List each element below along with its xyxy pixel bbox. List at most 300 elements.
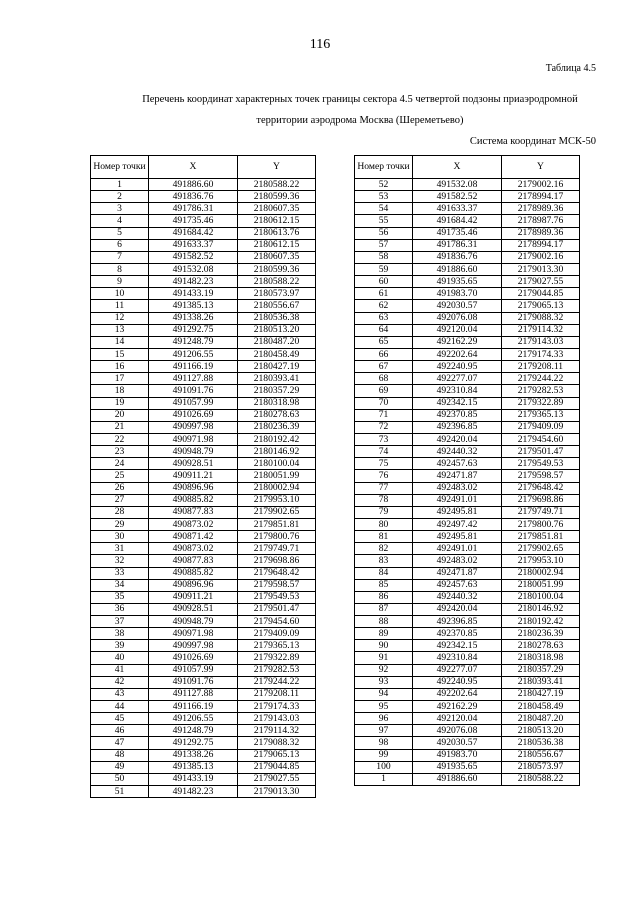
table-row: [91, 263, 316, 275]
table-row: [355, 421, 580, 433]
table-row: [91, 628, 316, 640]
cell-y: 2179953.10: [502, 555, 580, 567]
cell-x: 491532.08: [149, 263, 238, 275]
cell-x: 492396.85: [413, 616, 502, 628]
cell-x: 490885.82: [149, 494, 238, 506]
cell-y: 2179044.85: [238, 761, 316, 773]
table-row: [355, 203, 580, 215]
cell-point-number: 68: [355, 373, 413, 385]
table-row: [91, 555, 316, 567]
cell-point-number: 91: [355, 652, 413, 664]
cell-y: 2180427.19: [238, 361, 316, 373]
cell-x: 491026.69: [149, 409, 238, 421]
cell-x: 492162.29: [413, 701, 502, 713]
cell-point-number: 95: [355, 701, 413, 713]
cell-x: 492370.85: [413, 628, 502, 640]
cell-point-number: 7: [91, 251, 149, 263]
table-row: [91, 640, 316, 652]
cell-x: 491433.19: [149, 773, 238, 785]
table-row: [91, 421, 316, 433]
cell-x: 492495.81: [413, 506, 502, 518]
cell-x: 491206.55: [149, 713, 238, 725]
cell-y: 2180487.20: [502, 713, 580, 725]
cell-point-number: 80: [355, 518, 413, 530]
cell-y: 2179208.11: [238, 688, 316, 700]
cell-y: 2179002.16: [502, 179, 580, 191]
cell-y: 2180536.38: [502, 737, 580, 749]
cell-point-number: 51: [91, 786, 149, 798]
cell-x: 490885.82: [149, 567, 238, 579]
cell-x: 490896.96: [149, 482, 238, 494]
cell-x: 491786.31: [413, 239, 502, 251]
cell-point-number: 62: [355, 300, 413, 312]
cell-point-number: 17: [91, 373, 149, 385]
table-row: [355, 348, 580, 360]
table-row: [91, 579, 316, 591]
cell-x: 490896.96: [149, 579, 238, 591]
cell-y: 2180458.49: [502, 701, 580, 713]
table-row: [355, 616, 580, 628]
cell-y: 2180513.20: [238, 324, 316, 336]
cell-y: 2180487.20: [238, 336, 316, 348]
table-row: [355, 725, 580, 737]
cell-x: 492202.64: [413, 348, 502, 360]
cell-y: 2180236.39: [502, 628, 580, 640]
cell-y: 2180100.04: [238, 458, 316, 470]
table-row: [355, 579, 580, 591]
table-row: [91, 543, 316, 555]
cell-point-number: 100: [355, 761, 413, 773]
cell-x: 491482.23: [149, 276, 238, 288]
cell-point-number: 38: [91, 628, 149, 640]
cell-y: 2180393.41: [502, 676, 580, 688]
cell-x: 492240.95: [413, 361, 502, 373]
table-row: [355, 737, 580, 749]
cell-y: 2179902.65: [238, 506, 316, 518]
cell-y: 2179409.09: [238, 628, 316, 640]
cell-point-number: 44: [91, 701, 149, 713]
table-row: [355, 761, 580, 773]
table-row: [91, 749, 316, 761]
table-header-row: [355, 156, 580, 179]
cell-point-number: 98: [355, 737, 413, 749]
table-row: [355, 494, 580, 506]
cell-y: 2180236.39: [238, 421, 316, 433]
table-row: [91, 725, 316, 737]
cell-y: 2179501.47: [238, 603, 316, 615]
cell-x: 492342.15: [413, 640, 502, 652]
cell-point-number: 78: [355, 494, 413, 506]
cell-x: 492471.87: [413, 470, 502, 482]
cell-y: 2180146.92: [502, 603, 580, 615]
cell-x: 491836.76: [149, 191, 238, 203]
cell-x: 490911.21: [149, 470, 238, 482]
table-row: [355, 628, 580, 640]
cell-y: 2179013.30: [502, 263, 580, 275]
cell-y: 2180278.63: [238, 409, 316, 421]
cell-x: 492491.01: [413, 494, 502, 506]
cell-point-number: 6: [91, 239, 149, 251]
table-row: [91, 603, 316, 615]
cell-x: 491292.75: [149, 324, 238, 336]
cell-point-number: 29: [91, 518, 149, 530]
cell-point-number: 33: [91, 567, 149, 579]
cell-y: 2179244.22: [238, 676, 316, 688]
cell-y: 2180588.22: [238, 276, 316, 288]
cell-x: 490948.79: [149, 616, 238, 628]
cell-y: 2180556.67: [238, 300, 316, 312]
cell-y: 2180556.67: [502, 749, 580, 761]
cell-point-number: 87: [355, 603, 413, 615]
document-title-line2: территории аэродрома Москва (Шереметьево): [256, 115, 464, 126]
cell-point-number: 61: [355, 288, 413, 300]
cell-x: 492497.42: [413, 518, 502, 530]
cell-y: 2180599.36: [238, 263, 316, 275]
cell-point-number: 15: [91, 348, 149, 360]
cell-point-number: 4: [91, 215, 149, 227]
cell-point-number: 31: [91, 543, 149, 555]
cell-y: 2179208.11: [502, 361, 580, 373]
table-row: [91, 688, 316, 700]
cell-x: 492457.63: [413, 579, 502, 591]
cell-point-number: 1: [355, 773, 413, 785]
table-row: [355, 652, 580, 664]
cell-y: 2179902.65: [502, 543, 580, 555]
cell-point-number: 94: [355, 688, 413, 700]
cell-x: 492440.32: [413, 446, 502, 458]
table-row: [355, 603, 580, 615]
cell-x: 492342.15: [413, 397, 502, 409]
cell-y: 2180393.41: [238, 373, 316, 385]
cell-x: 492471.87: [413, 567, 502, 579]
cell-y: 2179013.30: [238, 786, 316, 798]
cell-y: 2180513.20: [502, 725, 580, 737]
cell-point-number: 19: [91, 397, 149, 409]
cell-y: 2180599.36: [238, 191, 316, 203]
cell-y: 2179549.53: [502, 458, 580, 470]
cell-point-number: 60: [355, 276, 413, 288]
cell-y: 2180051.99: [238, 470, 316, 482]
table-row: [91, 494, 316, 506]
cell-point-number: 18: [91, 385, 149, 397]
table-row: [91, 518, 316, 530]
cell-point-number: 59: [355, 263, 413, 275]
cell-y: 2179454.60: [238, 616, 316, 628]
cell-point-number: 40: [91, 652, 149, 664]
cell-y: 2179114.32: [502, 324, 580, 336]
table-row: [91, 324, 316, 336]
cell-point-number: 54: [355, 203, 413, 215]
cell-y: 2180278.63: [502, 640, 580, 652]
cell-x: 491684.42: [413, 215, 502, 227]
cell-point-number: 2: [91, 191, 149, 203]
cell-point-number: 3: [91, 203, 149, 215]
table-row: [91, 567, 316, 579]
cell-x: 491127.88: [149, 688, 238, 700]
table-row: [91, 203, 316, 215]
cell-x: 492162.29: [413, 336, 502, 348]
cell-x: 490873.02: [149, 543, 238, 555]
table-row: [355, 470, 580, 482]
cell-y: 2179598.57: [502, 470, 580, 482]
table-row: [91, 336, 316, 348]
page-number: 116: [309, 37, 331, 52]
header-y: Y: [238, 156, 316, 179]
cell-x: 490877.83: [149, 555, 238, 567]
cell-y: 2179088.32: [238, 737, 316, 749]
table-row: [355, 482, 580, 494]
cell-y: 2179454.60: [502, 433, 580, 445]
header-y: Y: [502, 156, 580, 179]
table-row: [91, 361, 316, 373]
cell-y: 2180573.97: [238, 288, 316, 300]
cell-point-number: 26: [91, 482, 149, 494]
cell-point-number: 83: [355, 555, 413, 567]
table-row: [91, 385, 316, 397]
table-row: [355, 701, 580, 713]
cell-point-number: 81: [355, 531, 413, 543]
cell-point-number: 82: [355, 543, 413, 555]
cell-point-number: 52: [355, 179, 413, 191]
cell-y: 2179698.86: [502, 494, 580, 506]
cell-y: 2179851.81: [502, 531, 580, 543]
header-point-number: Номер точки: [91, 156, 149, 179]
cell-y: 2179549.53: [238, 591, 316, 603]
cell-x: 491206.55: [149, 348, 238, 360]
table-row: [355, 713, 580, 725]
cell-x: 491385.13: [149, 761, 238, 773]
cell-point-number: 90: [355, 640, 413, 652]
cell-y: 2179065.13: [502, 300, 580, 312]
table-row: [91, 300, 316, 312]
table-row: [91, 664, 316, 676]
cell-point-number: 84: [355, 567, 413, 579]
cell-x: 491886.60: [413, 263, 502, 275]
coordinate-system-label: Система координат МСК-50: [469, 136, 596, 147]
cell-point-number: 22: [91, 433, 149, 445]
cell-x: 492202.64: [413, 688, 502, 700]
cell-x: 491935.65: [413, 276, 502, 288]
table-row: [355, 179, 580, 191]
cell-point-number: 50: [91, 773, 149, 785]
cell-point-number: 69: [355, 385, 413, 397]
table-row: [355, 531, 580, 543]
cell-y: 2180146.92: [238, 446, 316, 458]
cell-y: 2179409.09: [502, 421, 580, 433]
table-row: [355, 215, 580, 227]
cell-x: 492277.07: [413, 664, 502, 676]
cell-point-number: 20: [91, 409, 149, 421]
cell-point-number: 48: [91, 749, 149, 761]
cell-x: 491482.23: [149, 786, 238, 798]
cell-y: 2178994.17: [502, 191, 580, 203]
table-row: [355, 543, 580, 555]
cell-y: 2180458.49: [238, 348, 316, 360]
table-row: [355, 591, 580, 603]
cell-x: 491983.70: [413, 288, 502, 300]
cell-y: 2179749.71: [238, 543, 316, 555]
table-label: Таблица 4.5: [545, 63, 596, 74]
cell-point-number: 56: [355, 227, 413, 239]
table-row: [91, 737, 316, 749]
cell-x: 492483.02: [413, 482, 502, 494]
cell-x: 491091.76: [149, 385, 238, 397]
cell-x: 492396.85: [413, 421, 502, 433]
table-row: [355, 251, 580, 263]
cell-y: 2180612.15: [238, 239, 316, 251]
cell-x: 491057.99: [149, 397, 238, 409]
table-row: [355, 676, 580, 688]
table-row: [355, 446, 580, 458]
cell-point-number: 64: [355, 324, 413, 336]
cell-point-number: 86: [355, 591, 413, 603]
table-row: [355, 518, 580, 530]
cell-x: 492030.57: [413, 737, 502, 749]
table-row: [355, 555, 580, 567]
cell-y: 2179648.42: [502, 482, 580, 494]
cell-point-number: 12: [91, 312, 149, 324]
header-x: X: [413, 156, 502, 179]
table-row: [355, 506, 580, 518]
table-header-row: [91, 156, 316, 179]
cell-x: 492120.04: [413, 324, 502, 336]
cell-y: 2180573.97: [502, 761, 580, 773]
table-row: [355, 312, 580, 324]
cell-point-number: 45: [91, 713, 149, 725]
cell-point-number: 57: [355, 239, 413, 251]
cell-point-number: 88: [355, 616, 413, 628]
cell-y: 2180613.76: [238, 227, 316, 239]
cell-point-number: 41: [91, 664, 149, 676]
header-x: X: [149, 156, 238, 179]
document-title-line1: Перечень координат характерных точек границы сектора 4.5 четвертой подзоны приаэродромной: [142, 94, 578, 105]
cell-y: 2180612.15: [238, 215, 316, 227]
cell-point-number: 76: [355, 470, 413, 482]
table-row: [91, 761, 316, 773]
cell-point-number: 8: [91, 263, 149, 275]
cell-x: 491057.99: [149, 664, 238, 676]
cell-point-number: 77: [355, 482, 413, 494]
cell-x: 492420.04: [413, 603, 502, 615]
cell-point-number: 63: [355, 312, 413, 324]
cell-x: 490997.98: [149, 421, 238, 433]
table-row: [355, 324, 580, 336]
cell-x: 491633.37: [149, 239, 238, 251]
table-row: [91, 506, 316, 518]
cell-point-number: 49: [91, 761, 149, 773]
cell-point-number: 37: [91, 616, 149, 628]
cell-x: 490948.79: [149, 446, 238, 458]
cell-y: 2179114.32: [238, 725, 316, 737]
cell-point-number: 96: [355, 713, 413, 725]
table-row: [91, 531, 316, 543]
cell-x: 490928.51: [149, 603, 238, 615]
cell-point-number: 71: [355, 409, 413, 421]
table-row: [355, 300, 580, 312]
table-row: [355, 458, 580, 470]
cell-y: 2179365.13: [238, 640, 316, 652]
cell-x: 491292.75: [149, 737, 238, 749]
cell-point-number: 16: [91, 361, 149, 373]
cell-y: 2180588.22: [238, 179, 316, 191]
cell-point-number: 32: [91, 555, 149, 567]
cell-point-number: 42: [91, 676, 149, 688]
cell-y: 2179282.53: [238, 664, 316, 676]
cell-y: 2180357.29: [238, 385, 316, 397]
table-row: [91, 251, 316, 263]
cell-x: 491886.60: [149, 179, 238, 191]
table-row: [91, 276, 316, 288]
table-row: [91, 227, 316, 239]
cell-x: 492076.08: [413, 312, 502, 324]
table-row: [91, 312, 316, 324]
table-row: [91, 616, 316, 628]
table-row: [355, 409, 580, 421]
cell-y: 2178987.76: [502, 215, 580, 227]
cell-x: 490971.98: [149, 433, 238, 445]
cell-point-number: 34: [91, 579, 149, 591]
table-row: [355, 361, 580, 373]
table-row: [91, 482, 316, 494]
cell-x: 491166.19: [149, 701, 238, 713]
cell-x: 492310.84: [413, 652, 502, 664]
cell-point-number: 47: [91, 737, 149, 749]
cell-point-number: 27: [91, 494, 149, 506]
table-row: [355, 749, 580, 761]
cell-x: 492240.95: [413, 676, 502, 688]
cell-point-number: 11: [91, 300, 149, 312]
cell-x: 490877.83: [149, 506, 238, 518]
cell-x: 491091.76: [149, 676, 238, 688]
cell-point-number: 5: [91, 227, 149, 239]
cell-x: 492440.32: [413, 591, 502, 603]
cell-x: 491127.88: [149, 373, 238, 385]
cell-point-number: 89: [355, 628, 413, 640]
cell-x: 492120.04: [413, 713, 502, 725]
cell-point-number: 21: [91, 421, 149, 433]
cell-point-number: 23: [91, 446, 149, 458]
table-row: [91, 713, 316, 725]
table-row: [355, 276, 580, 288]
cell-y: 2179365.13: [502, 409, 580, 421]
cell-y: 2179027.55: [238, 773, 316, 785]
cell-point-number: 65: [355, 336, 413, 348]
table-row: [91, 446, 316, 458]
cell-point-number: 36: [91, 603, 149, 615]
table-row: [91, 470, 316, 482]
table-row: [355, 336, 580, 348]
cell-x: 492483.02: [413, 555, 502, 567]
cell-y: 2179088.32: [502, 312, 580, 324]
cell-x: 492076.08: [413, 725, 502, 737]
cell-y: 2180588.22: [502, 773, 580, 785]
cell-x: 491385.13: [149, 300, 238, 312]
table-row: [91, 239, 316, 251]
cell-y: 2178989.36: [502, 227, 580, 239]
cell-point-number: 14: [91, 336, 149, 348]
cell-point-number: 92: [355, 664, 413, 676]
table-row: [355, 227, 580, 239]
cell-point-number: 75: [355, 458, 413, 470]
cell-x: 492030.57: [413, 300, 502, 312]
cell-x: 491582.52: [149, 251, 238, 263]
cell-y: 2180427.19: [502, 688, 580, 700]
cell-y: 2180607.35: [238, 251, 316, 263]
cell-x: 491633.37: [413, 203, 502, 215]
table-row: [91, 701, 316, 713]
cell-y: 2179027.55: [502, 276, 580, 288]
cell-point-number: 43: [91, 688, 149, 700]
